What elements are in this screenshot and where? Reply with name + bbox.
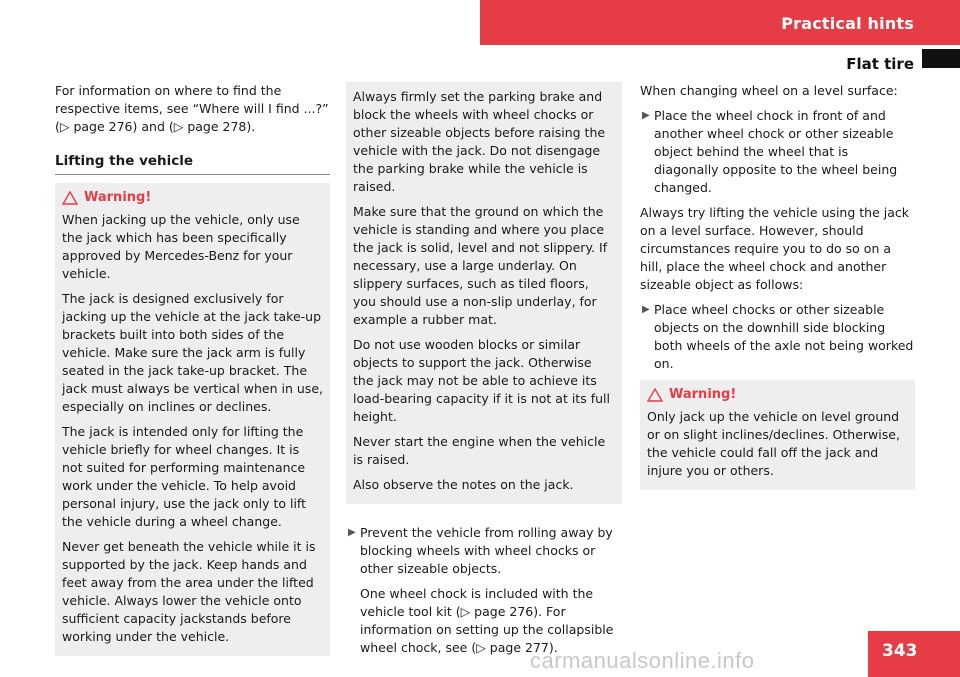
instruction-step: [640, 107, 915, 197]
warning-title: Warning!: [669, 387, 737, 402]
watermark: carmanualsonline.info: [530, 648, 755, 673]
instruction-step: [640, 301, 915, 373]
instruction-text: Place the wheel chock in front of and another wheel chock or other sizeable object behind the wheel that is diagonally opposite to the wheel being changed.: [654, 108, 898, 195]
warning-paragraph: The jack is intended only for lifting the vehicle briefly for wheel changes. It is not suited for performing maintenance work under the vehicle. To help avoid personal injury, use the jack only to lift the vehicle during a wheel change.: [62, 424, 306, 529]
page-number: 343: [882, 641, 918, 661]
warning-paragraph: Only jack up the vehicle on level ground or on slight inclines/declines. Otherwise, the vehicle could fall off the jack and injure you or others.: [647, 409, 900, 478]
instruction-step: [346, 524, 622, 578]
paragraph: Always try lifting the vehicle using the jack on a level surface. However, should circumstances require you to do so on a hill, place the wheel chock and another sizeable object as follows:: [640, 205, 909, 292]
section-heading: Lifting the vehicle: [55, 152, 330, 175]
arrow-right-icon: ▶: [642, 304, 650, 315]
header-band: [480, 0, 960, 45]
arrow-right-icon: ▶: [642, 110, 650, 121]
warning-title: Warning!: [84, 190, 152, 205]
warning-continuation-box: [346, 82, 622, 504]
intro-paragraph: For information on where to find the respective items, see “Where will I find ...?” (▷ page 276) and (▷ page 278).: [55, 83, 329, 134]
warning-paragraph: The jack is designed exclusively for jacking up the vehicle at the jack take-up brackets built into both sides of the vehicle. Make sure the jack arm is fully seated in the jack take-up bracket. The jack must always be vertical when in use, especially on inclines or declines.: [62, 291, 323, 414]
thumb-tab: [922, 49, 960, 68]
subsection-title: Flat tire: [846, 55, 914, 73]
column-2: [346, 82, 622, 664]
column-1: [55, 82, 330, 656]
page-number-badge: [868, 631, 960, 677]
box-paragraph: Also observe the notes on the jack.: [353, 477, 574, 492]
box-paragraph: Do not use wooden blocks or similar objects to support the jack. Otherwise the jack may not be able to achieve its load-bearing capacity if it is not at its full height.: [353, 337, 610, 424]
instruction-note: One wheel chock is included with the vehicle tool kit (▷ page 276). For information on setting up the collapsible wheel chock, see (▷ page 277).: [360, 586, 614, 655]
box-paragraph: Never start the engine when the vehicle is raised.: [353, 434, 606, 467]
instruction-text: Prevent the vehicle from rolling away by blocking wheels with wheel chocks or other sizeable objects.: [360, 525, 613, 576]
warning-header: [647, 386, 908, 404]
warning-triangle-icon: [62, 191, 78, 205]
arrow-right-icon: ▶: [348, 527, 356, 538]
warning-triangle-icon: [647, 388, 663, 402]
paragraph: When changing wheel on a level surface:: [640, 83, 898, 98]
warning-box: [640, 380, 915, 490]
warning-box: [55, 183, 330, 656]
warning-paragraph: When jacking up the vehicle, only use the jack which has been specifically approved by Mercedes-Benz for your vehicle.: [62, 212, 300, 281]
box-paragraph: Make sure that the ground on which the vehicle is standing and where you place the jack is solid, level and not slippery. If necessary, use a large underlay. On slippery surfaces, such as tiled floors, you should use a non-slip underlay, for example a rubber mat.: [353, 204, 608, 327]
column-3: [640, 82, 915, 490]
warning-header: [62, 189, 323, 207]
box-paragraph: Always firmly set the parking brake and block the wheels with wheel chocks or other sizeable objects before raising the vehicle with the jack. Do not disengage the parking brake while the vehicle is raised.: [353, 89, 606, 194]
warning-paragraph: Never get beneath the vehicle while it is supported by the jack. Keep hands and feet away from the area under the lifted vehicle. Always lower the vehicle onto sufficient capacity jackstands before working under the vehicle.: [62, 539, 316, 644]
section-title: Practical hints: [781, 14, 914, 33]
instruction-text: Place wheel chocks or other sizeable objects on the downhill side blocking both wheels of the axle not being worked on.: [654, 302, 914, 371]
